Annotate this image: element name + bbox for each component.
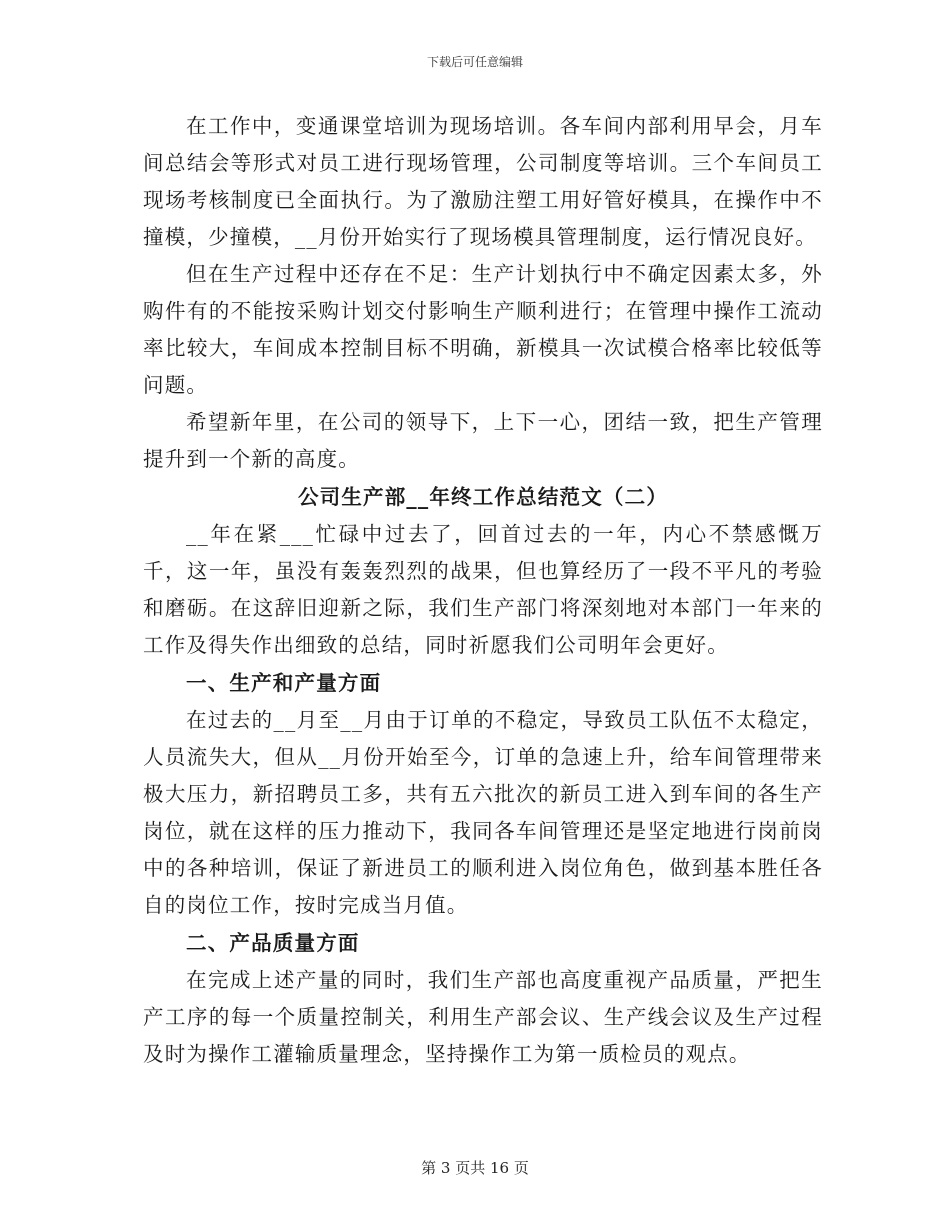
paragraph-new-year-hope: 希望新年里，在公司的领导下，上下一心，团结一致，把生产管理提升到一个新的高度。 bbox=[143, 410, 823, 471]
paragraph-shortcomings: 但在生产过程中还存在不足：生产计划执行中不确定因素太多，外购件有的不能按采购计划交付影响生产顺利进行；在管理中操作工流动率比较大，车间成本控制目标不明确，新模具一次试模合格率比较低等问题。 bbox=[143, 262, 823, 397]
paragraph-training: 在工作中，变通课堂培训为现场培训。各车间内部利用早会，月车间总结会等形式对员工进行现场管理，公司制度等培训。三个车间员工现场考核制度已全面执行。为了激励注塑工用好管好模具，在操作中不撞模，少撞模，__月份开始实行了现场模具管理制度，运行情况良好。 bbox=[143, 114, 823, 249]
document-body bbox=[143, 108, 823, 1073]
paragraph-production: 在过去的__月至__月由于订单的不稳定，导致员工队伍不太稳定，人员流失大，但从__月份开始至今，订单的急速上升，给车间管理带来极大压力，新招聘员工多，共有五六批次的新员工进入到车间的各生产岗位，就在这样的压力推动下，我同各车间管理还是坚定地进行岗前岗中的各种培训，保证了新进员工的顺利进入岗位角色，做到基本胜任各自的岗位工作，按时完成当月值。 bbox=[143, 708, 823, 917]
page-header: 下载后可任意编辑 bbox=[426, 55, 523, 69]
paragraph-quality: 在完成上述产量的同时，我们生产部也高度重视产品质量，严把生产工序的每一个质量控制关，利用生产部会议、生产线会议及生产过程及时为操作工灌输质量理念，坚持操作工为第一质检员的观点。 bbox=[143, 968, 823, 1066]
heading-production: 一、生产和产量方面 bbox=[186, 671, 382, 695]
page-footer: 第 3 页共 16 页 bbox=[421, 1159, 529, 1177]
heading-quality: 二、产品质量方面 bbox=[186, 931, 360, 955]
paragraph-year-intro: __年在紧___忙碌中过去了，回首过去的一年，内心不禁感慨万千，这一年，虽没有轰轰烈烈的战果，但也算经历了一段不平凡的考验和磨砺。在这辞旧迎新之际，我们生产部门将深刻地对本部门一年来的工作及得失作出细致的总结，同时祈愿我们公司明年会更好。 bbox=[143, 522, 823, 657]
section-title: 公司生产部__年终工作总结范文（二） bbox=[297, 485, 669, 509]
